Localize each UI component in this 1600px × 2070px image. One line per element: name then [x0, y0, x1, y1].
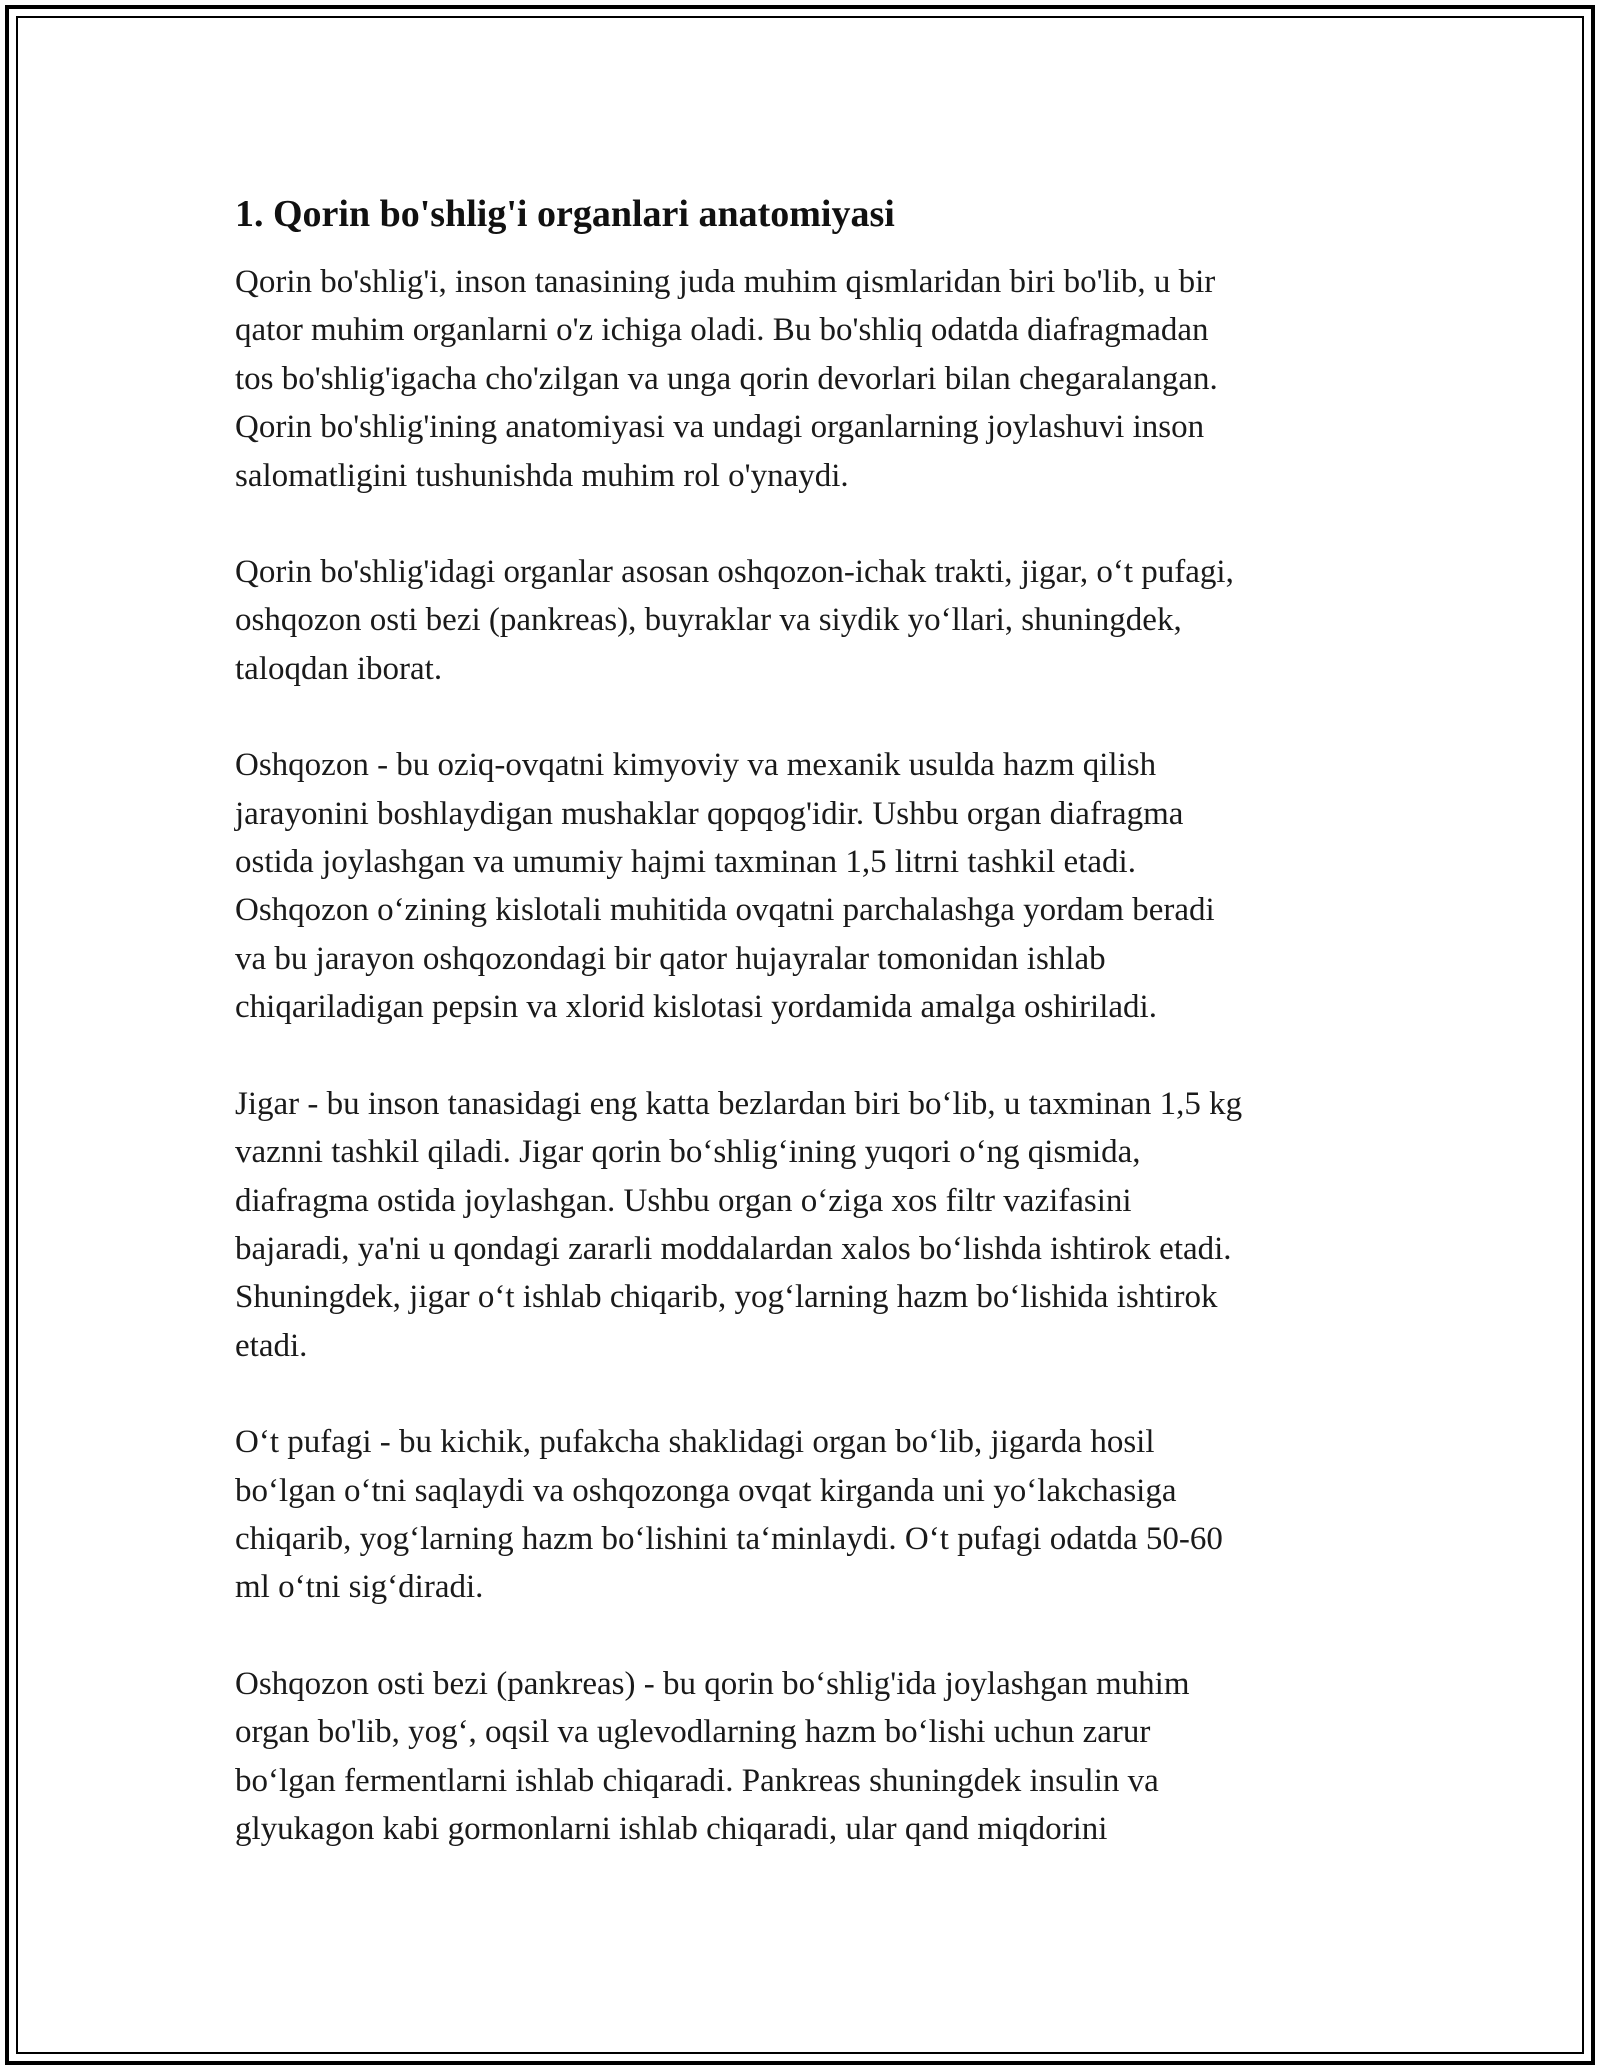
- text-line: Shuningdek, jigar o‘t ishlab chiqarib, yog‘larning hazm bo‘lishida ishtirok: [235, 1279, 1218, 1316]
- section-heading: 1. Qorin bo'shlig'i organlari anatomiyasi: [235, 193, 895, 235]
- text-line: Jigar - bu inson tanasidagi eng katta bezlardan biri bo‘lib, u taxminan 1,5 kg: [235, 1085, 1243, 1122]
- text-line: Oshqozon - bu oziq-ovqatni kimyoviy va mexanik usulda hazm qilish: [235, 747, 1157, 784]
- text-line: bo‘lgan o‘tni saqlaydi va oshqozonga ovqat kirganda uni yo‘lakchasiga: [235, 1472, 1177, 1509]
- text-line: chiqariladigan pepsin va xlorid kislotasi yordamida amalga oshiriladi.: [235, 989, 1157, 1026]
- text-line: chiqarib, yog‘larning hazm bo‘lishini ta‘minlaydi. O‘t pufagi odatda 50-60: [235, 1520, 1223, 1557]
- text-line: Qorin bo'shlig'i, inson tanasining juda muhim qismlaridan biri bo'lib, u bir: [235, 264, 1216, 300]
- paragraph-stomach: [235, 741, 1375, 1031]
- text-line: Qorin bo'shlig'idagi organlar asosan oshqozon-ichak trakti, jigar, o‘t pufagi,: [235, 554, 1234, 591]
- paragraph-liver: [235, 1080, 1375, 1370]
- text-line: ml o‘tni sig‘diradi.: [235, 1569, 484, 1606]
- paragraph-pancreas: [235, 1660, 1375, 1854]
- text-line: Oshqozon osti bezi (pankreas) - bu qorin bo‘shlig'ida joylashgan muhim: [235, 1665, 1190, 1702]
- text-line: Qorin bo'shlig'ining anatomiyasi va undagi organlarning joylashuvi inson: [235, 409, 1205, 446]
- text-line: Oshqozon o‘zining kislotali muhitida ovqatni parchalashga yordam beradi: [235, 892, 1215, 929]
- paragraph-gallbladder: [235, 1418, 1375, 1612]
- paragraph-organs: [235, 548, 1375, 693]
- paragraph-intro: [235, 258, 1375, 500]
- text-line: ostida joylashgan va umumiy hajmi taxminan 1,5 litrni tashkil etadi.: [235, 844, 1136, 881]
- text-line: vaznni tashkil qiladi. Jigar qorin bo‘shlig‘ining yuqori o‘ng qismida,: [235, 1134, 1141, 1171]
- text-line: O‘t pufagi - bu kichik, pufakcha shaklidagi organ bo‘lib, jigarda hosil: [235, 1424, 1155, 1461]
- text-line: diafragma ostida joylashgan. Ushbu organ o‘ziga xos filtr vazifasini: [235, 1182, 1132, 1219]
- text-line: va bu jarayon oshqozondagi bir qator hujayralar tomonidan ishlab: [235, 940, 1106, 977]
- text-line: etadi.: [235, 1327, 308, 1364]
- text-line: tos bo'shlig'igacha cho'zilgan va unga qorin devorlari bilan chegaralangan.: [235, 360, 1218, 397]
- document-body: [235, 190, 1375, 1901]
- text-line: bo‘lgan fermentlarni ishlab chiqaradi. Pankreas shuningdek insulin va: [235, 1762, 1159, 1799]
- text-line: organ bo'lib, yog‘, oqsil va uglevodlarning hazm bo‘lishi uchun zarur: [235, 1714, 1151, 1751]
- text-line: bajaradi, ya'ni u qondagi zararli moddalardan xalos bo‘lishda ishtirok etadi.: [235, 1230, 1232, 1267]
- text-line: oshqozon osti bezi (pankreas), buyraklar va siydik yo‘llari, shuningdek,: [235, 602, 1182, 639]
- text-line: taloqdan iborat.: [235, 650, 443, 687]
- text-line: qator muhim organlarni o'z ichiga oladi. Bu bo'shliq odatda diafragmadan: [235, 312, 1209, 349]
- text-line: salomatligini tushunishda muhim rol o'ynaydi.: [235, 457, 849, 494]
- text-line: jarayonini boshlaydigan mushaklar qopqog'idir. Ushbu organ diafragma: [235, 795, 1184, 832]
- text-line: glyukagon kabi gormonlarni ishlab chiqaradi, ular qand miqdorini: [235, 1810, 1108, 1847]
